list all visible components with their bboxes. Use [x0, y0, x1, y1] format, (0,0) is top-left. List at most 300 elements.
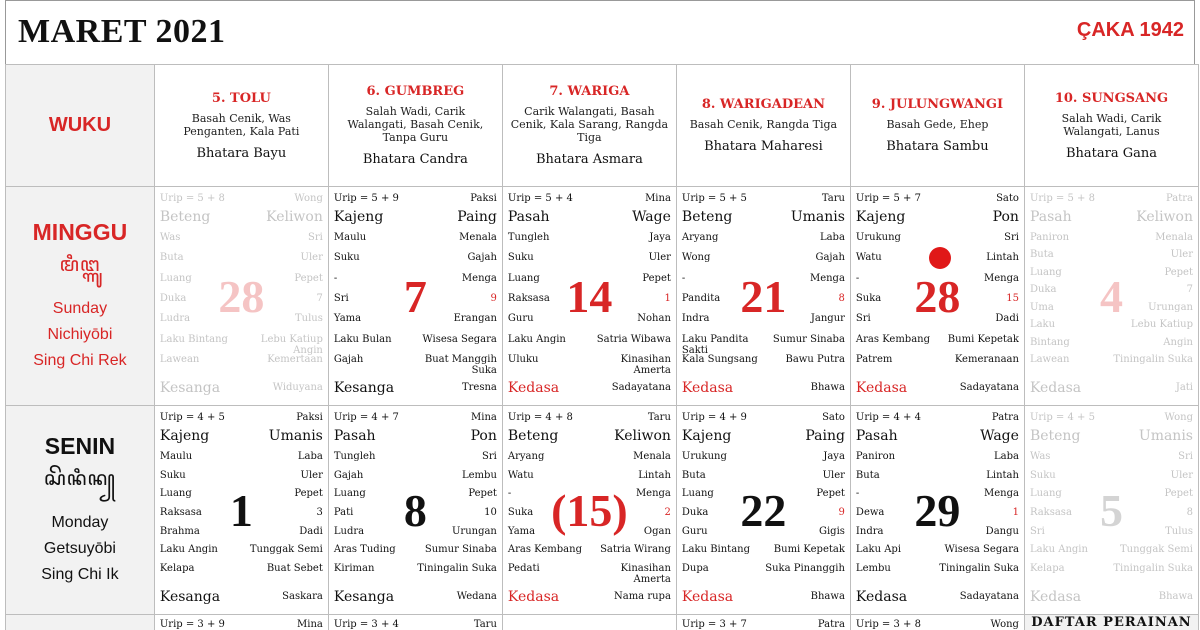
detail-left: Laku Api [855, 544, 902, 555]
detail-left: Lawean [159, 354, 200, 365]
detail-line [334, 252, 497, 263]
detail-left: Ludra [159, 313, 191, 324]
detail-right: Menala [459, 232, 497, 243]
date-cell[interactable] [1024, 406, 1198, 615]
ingkel-value: Mina [297, 619, 323, 630]
ingkel-value: Taru [821, 193, 845, 204]
date-cell[interactable] [328, 615, 502, 630]
detail-left: Pandita [681, 293, 721, 304]
detail-right: 8 [838, 293, 845, 304]
detail-left: Dewa [855, 507, 885, 518]
detail-right: Gigis [819, 526, 845, 537]
footer-line [160, 589, 323, 605]
wuku-name: 5. TOLU [211, 90, 271, 106]
detail-left: Luang [1029, 488, 1062, 499]
detail-left: Patrem [855, 354, 893, 365]
urip-line [508, 412, 671, 423]
date-cell[interactable] [676, 187, 850, 406]
detail-right: Uler [822, 470, 845, 481]
detail-left: Ludra [333, 526, 365, 537]
date-cell[interactable] [850, 187, 1024, 406]
detail-left: Suku [333, 252, 360, 263]
detail-right: Menga [461, 273, 497, 284]
date-cell-content [1030, 406, 1193, 614]
detail-left: Yama [333, 313, 362, 324]
caka-year: ÇAKA 1942 [1076, 19, 1184, 41]
detail-right: Jaya [649, 232, 671, 243]
detail-line [856, 563, 1019, 574]
detail-right: Tunggak Semi [1119, 544, 1193, 555]
wara-left: Pasah [333, 428, 376, 444]
date-cell-content [508, 187, 671, 405]
date-cell-content [682, 406, 845, 614]
detail-left: Kiriman [333, 563, 375, 574]
detail-line [334, 470, 497, 481]
detail-left: - [855, 488, 860, 499]
wuku-cell [154, 65, 328, 187]
detail-left: Maulu [159, 451, 193, 462]
footer-line [334, 589, 497, 605]
wuku-deity: Bhatara Sambu [886, 139, 989, 154]
wara-line [508, 428, 671, 444]
detail-right: 2 [664, 507, 671, 518]
ingkel-value: Patra [1165, 193, 1193, 204]
detail-right: Menala [1155, 232, 1193, 243]
date-cell[interactable] [850, 406, 1024, 615]
day-name-indonesian: SENIN [44, 432, 116, 459]
detail-line [334, 451, 497, 462]
date-cell[interactable] [676, 406, 850, 615]
urip-line [856, 619, 1019, 630]
footer-right-value: Nama rupa [613, 591, 671, 602]
detail-line [160, 252, 323, 263]
urip-value: Urip = 5 + 8 [159, 193, 225, 204]
detail-right: Pepet [1164, 488, 1193, 499]
detail-right: 1 [1012, 507, 1019, 518]
week-row-partial [6, 615, 1199, 630]
date-cell-content [508, 406, 671, 614]
detail-left: Buta [1029, 249, 1054, 260]
detail-line [856, 354, 1019, 365]
detail-line [1030, 544, 1193, 555]
day-name-chinese: Sing Chi Rek [33, 351, 127, 369]
date-cell[interactable] [328, 406, 502, 615]
detail-left: Maulu [333, 232, 367, 243]
wara-line [508, 209, 671, 225]
detail-left: Bintang [1029, 337, 1070, 348]
detail-right: Kinasihan Amerta [620, 563, 671, 585]
detail-right: 9 [838, 507, 845, 518]
day-name-japanese: Getsuyōbi [43, 539, 116, 557]
detail-right: Wisesa Segara [422, 334, 497, 345]
wara-left: Kajeng [855, 209, 906, 225]
date-cell-content [856, 406, 1019, 614]
wara-left: Beteng [507, 428, 559, 444]
day-name-balinese-script: ꦩꦶꦔ꧀ꦒꦸ [59, 251, 101, 276]
detail-left: Lawean [1029, 354, 1070, 365]
urip-line [334, 412, 497, 423]
detail-right: Dadi [995, 313, 1019, 324]
detail-line [334, 544, 497, 555]
detail-left: Gajah [333, 354, 364, 365]
sasih-value: Kedasa [855, 589, 908, 605]
detail-right: Lintah [638, 470, 671, 481]
wuku-row [6, 65, 1199, 187]
date-cell[interactable] [328, 187, 502, 406]
wara-line [1030, 428, 1193, 444]
detail-right: Tunggak Semi [249, 544, 323, 555]
ingkel-value: Mina [471, 412, 497, 423]
detail-left: Uma [1029, 302, 1054, 313]
detail-right: 10 [484, 507, 497, 518]
detail-line [334, 232, 497, 243]
date-cell-content [856, 187, 1019, 405]
wara-left: Kajeng [159, 428, 210, 444]
date-cell[interactable] [1024, 187, 1198, 406]
urip-value: Urip = 5 + 4 [507, 193, 573, 204]
date-number: 28 [218, 271, 265, 322]
detail-line [682, 354, 845, 365]
detail-line [682, 334, 845, 356]
urip-value: Urip = 3 + 4 [333, 619, 399, 630]
footer-line [1030, 380, 1193, 396]
date-cell-content [160, 406, 323, 614]
detail-line [1030, 337, 1193, 348]
sasih-value: Kedasa [507, 589, 560, 605]
footer-line [1030, 589, 1193, 605]
detail-right: Menga [983, 488, 1019, 499]
footer-line [334, 380, 497, 396]
detail-line [508, 563, 671, 585]
detail-left: Was [159, 232, 181, 243]
detail-left: - [333, 273, 338, 284]
detail-line [1030, 563, 1193, 574]
ingkel-value: Wong [990, 619, 1019, 630]
date-number: 29 [914, 485, 961, 536]
detail-right: Menala [633, 451, 671, 462]
detail-right: Satria Wirang [600, 544, 671, 555]
sasih-value: Kedasa [855, 380, 908, 396]
detail-right: Dadi [299, 526, 323, 537]
wuku-description: Basah Cenik, Was Penganten, Kala Pati [183, 111, 300, 138]
detail-left: Gajah [333, 470, 364, 481]
detail-right: Lintah [986, 252, 1019, 263]
detail-line [160, 563, 323, 574]
sasih-value: Kesanga [159, 380, 221, 396]
urip-line [1030, 412, 1193, 423]
detail-left: Urukung [855, 232, 901, 243]
ingkel-value: Mina [645, 193, 671, 204]
wara-right: Keliwon [614, 428, 671, 444]
detail-line [508, 334, 671, 345]
date-number: 5 [1099, 485, 1123, 536]
detail-left: Suku [507, 252, 534, 263]
detail-left: Urukung [681, 451, 727, 462]
detail-left: Aras Kembang [855, 334, 931, 345]
footer-right-value: Widuyana [272, 382, 323, 393]
detail-right: Bawu Putra [785, 354, 845, 365]
detail-left: Tungleh [333, 451, 376, 462]
detail-left: Sri [333, 293, 349, 304]
day-name-block [6, 187, 154, 405]
detail-left: Pedati [507, 563, 540, 574]
detail-right: Sri [482, 451, 497, 462]
date-number: 14 [566, 271, 613, 322]
ingkel-value: Patra [817, 619, 845, 630]
wara-left: Beteng [681, 209, 733, 225]
footer-right-value: Bhawa [810, 382, 845, 393]
wuku-content [1025, 65, 1198, 186]
detail-line [160, 544, 323, 555]
wara-line [856, 209, 1019, 225]
footer-right-value: Bhawa [810, 591, 845, 602]
urip-line [682, 412, 845, 423]
footer-right-value: Saskara [282, 591, 323, 602]
detail-line [160, 232, 323, 243]
sasih-value: Kesanga [333, 380, 395, 396]
date-cell[interactable] [502, 615, 676, 630]
detail-line [508, 252, 671, 263]
footer-right-value: Wedana [456, 591, 497, 602]
detail-left: Raksasa [159, 507, 202, 518]
wuku-label-cell [6, 65, 155, 187]
footer-right-value: Sadayatana [611, 382, 671, 393]
detail-line [508, 451, 671, 462]
date-number: 1 [229, 485, 253, 536]
detail-left: - [507, 488, 512, 499]
detail-left: Lembu [855, 563, 891, 574]
date-cell[interactable] [154, 406, 328, 615]
wara-left: Kajeng [681, 428, 732, 444]
detail-right: Tiningalin Suka [1113, 563, 1193, 574]
detail-right: Gajah [815, 252, 845, 263]
date-number: 8 [403, 485, 427, 536]
day-name-cell [6, 187, 155, 406]
detail-left: Suku [1029, 470, 1056, 481]
urip-value: Urip = 5 + 5 [681, 193, 747, 204]
detail-right: Lembu [462, 470, 497, 481]
wara-right: Pon [470, 428, 497, 444]
detail-left: Duka [681, 507, 709, 518]
detail-right: Satria Wibawa [596, 334, 671, 345]
detail-left: Luang [1029, 267, 1062, 278]
detail-right: Gajah [467, 252, 497, 263]
day-name-english: Monday [51, 513, 109, 531]
detail-line [682, 470, 845, 481]
detail-right: Buat Sebet [266, 563, 323, 574]
day-name-chinese: Sing Chi Ik [41, 565, 119, 583]
date-number: 28 [914, 271, 961, 322]
wuku-name: 8. WARIGADEAN [701, 97, 825, 112]
calendar-header [5, 0, 1195, 64]
urip-value: Urip = 5 + 7 [855, 193, 921, 204]
detail-line [160, 470, 323, 481]
week-row-sunday [6, 187, 1199, 406]
wara-line [682, 428, 845, 444]
ingkel-value: Taru [473, 619, 497, 630]
detail-right: 8 [1186, 507, 1193, 518]
wara-right: Umanis [268, 428, 323, 444]
footer-line [682, 380, 845, 396]
urip-value: Urip = 5 + 8 [1029, 193, 1095, 204]
detail-left: Luang [333, 488, 366, 499]
detail-left: Suka [855, 293, 882, 304]
urip-line [160, 412, 323, 423]
detail-left: Laku Bulan [333, 334, 392, 345]
detail-left: Laku Bintang [681, 544, 750, 555]
wuku-deity: Bhatara Asmara [535, 152, 643, 167]
daftar-perainan-header [1024, 615, 1198, 630]
detail-left: Kelapa [159, 563, 195, 574]
detail-right: 9 [490, 293, 497, 304]
wara-line [334, 209, 497, 225]
wuku-name: 6. GUMBREG [366, 84, 465, 99]
wuku-cell [1024, 65, 1198, 187]
urip-value: Urip = 3 + 7 [681, 619, 747, 630]
footer-line [856, 589, 1019, 605]
ingkel-value: Paksi [470, 193, 497, 204]
ingkel-value: Wong [1164, 412, 1193, 423]
urip-value: Urip = 3 + 9 [159, 619, 225, 630]
detail-right: Ogan [643, 526, 671, 537]
wuku-description: Carik Walangati, Basah Cenik, Kala Sarang, Rangda Tiga [510, 105, 669, 144]
urip-line [1030, 193, 1193, 204]
wuku-cell [676, 65, 850, 187]
detail-line [334, 354, 497, 376]
wuku-description: Basah Cenik, Rangda Tiga [689, 118, 838, 131]
sasih-value: Kedasa [681, 380, 734, 396]
footer-right-value: Jati [1175, 382, 1193, 393]
day-name-english: Sunday [52, 299, 108, 317]
date-number: 4 [1099, 271, 1123, 322]
detail-right: Laba [993, 451, 1019, 462]
calendar-grid [5, 64, 1199, 630]
footer-right-value: Sadayatana [959, 382, 1019, 393]
sasih-value: Kedasa [1029, 589, 1082, 605]
detail-left: Wong [681, 252, 711, 263]
day-name-cell [6, 406, 155, 615]
detail-line [1030, 249, 1193, 260]
wuku-cell [502, 65, 676, 187]
wuku-deity: Bhatara Bayu [196, 145, 287, 161]
ingkel-value: Sato [822, 412, 845, 423]
date-cell[interactable] [676, 615, 850, 630]
detail-right: Pepet [642, 273, 671, 284]
detail-right: Urungan [1148, 302, 1193, 313]
detail-right: Dangu [985, 526, 1019, 537]
detail-right: Uler [648, 252, 671, 263]
detail-left: Laku Angin [1029, 544, 1088, 555]
detail-right: Sumur Sinaba [424, 544, 497, 555]
detail-left: Yama [507, 526, 536, 537]
detail-left: Paniron [1029, 232, 1070, 243]
detail-left: - [681, 273, 686, 284]
detail-right: Angin [1163, 337, 1193, 348]
detail-right: Urungan [451, 526, 497, 537]
wara-line [160, 209, 323, 225]
detail-right: 7 [1186, 284, 1193, 295]
detail-right: Sri [1004, 232, 1019, 243]
date-cell-content [160, 187, 323, 405]
date-cell[interactable] [502, 406, 676, 615]
footer-right-value: Bhawa [1158, 591, 1193, 602]
wara-left: Kajeng [333, 209, 384, 225]
detail-right: Sumur Sinaba [772, 334, 845, 345]
detail-right: 3 [316, 507, 323, 518]
detail-right: Uler [1170, 470, 1193, 481]
detail-left: Guru [681, 526, 708, 537]
detail-right: 7 [316, 293, 323, 304]
detail-left: Luang [159, 488, 192, 499]
wara-left: Beteng [159, 209, 211, 225]
urip-value: Urip = 4 + 5 [1029, 412, 1095, 423]
wuku-content [155, 65, 328, 186]
detail-right: Jaya [823, 451, 845, 462]
wara-right: Wage [980, 428, 1019, 444]
detail-left: Kelapa [1029, 563, 1065, 574]
urip-value: Urip = 4 + 4 [855, 412, 921, 423]
date-cell-content [1030, 187, 1193, 405]
detail-line [334, 334, 497, 345]
wuku-description: Salah Wadi, Carik Walangati, Lanus [1061, 111, 1162, 138]
detail-line [508, 544, 671, 555]
footer-line [508, 589, 671, 605]
date-cell-content [334, 406, 497, 614]
wara-left: Pasah [855, 428, 898, 444]
detail-left: Guru [507, 313, 534, 324]
urip-value: Urip = 4 + 7 [333, 412, 399, 423]
detail-line [160, 334, 323, 356]
detail-line [508, 470, 671, 481]
wuku-deity: Bhatara Gana [1065, 145, 1157, 161]
date-cell-content [682, 187, 845, 405]
date-cell[interactable] [502, 187, 676, 406]
detail-right: Pepet [468, 488, 497, 499]
footer-right-value: Sadayatana [959, 591, 1019, 602]
urip-line [160, 193, 323, 204]
detail-left: Sri [1029, 526, 1045, 537]
detail-right: Tulus [1165, 526, 1193, 537]
detail-right: Kinasihan Amerta [620, 354, 671, 376]
date-cell[interactable] [154, 615, 328, 630]
detail-left: Buta [855, 470, 880, 481]
detail-line [1030, 470, 1193, 481]
detail-line [1030, 451, 1193, 462]
wuku-label: WUKU [48, 114, 112, 136]
wara-right: Pon [992, 209, 1019, 225]
detail-left: Laku [1029, 319, 1056, 330]
wara-right: Umanis [1138, 428, 1193, 444]
wara-right: Wage [632, 209, 671, 225]
detail-right: Pepet [816, 488, 845, 499]
detail-right: Tiningalin Suka [1113, 354, 1193, 365]
ingkel-value: Paksi [296, 412, 323, 423]
detail-left: Raksasa [507, 293, 550, 304]
date-number: 22 [740, 485, 787, 536]
wuku-name: 9. JULUNGWANGI [871, 97, 1004, 112]
detail-right: Uler [1170, 249, 1193, 260]
detail-right: Menga [635, 488, 671, 499]
date-cell[interactable] [154, 187, 328, 406]
urip-value: Urip = 4 + 5 [159, 412, 225, 423]
sasih-value: Kesanga [159, 589, 221, 605]
wuku-content [503, 65, 676, 186]
detail-left: Indra [855, 526, 884, 537]
wara-line [682, 209, 845, 225]
date-cell[interactable] [850, 615, 1024, 630]
detail-right: Menga [809, 273, 845, 284]
detail-left: Aras Tuding [333, 544, 396, 555]
